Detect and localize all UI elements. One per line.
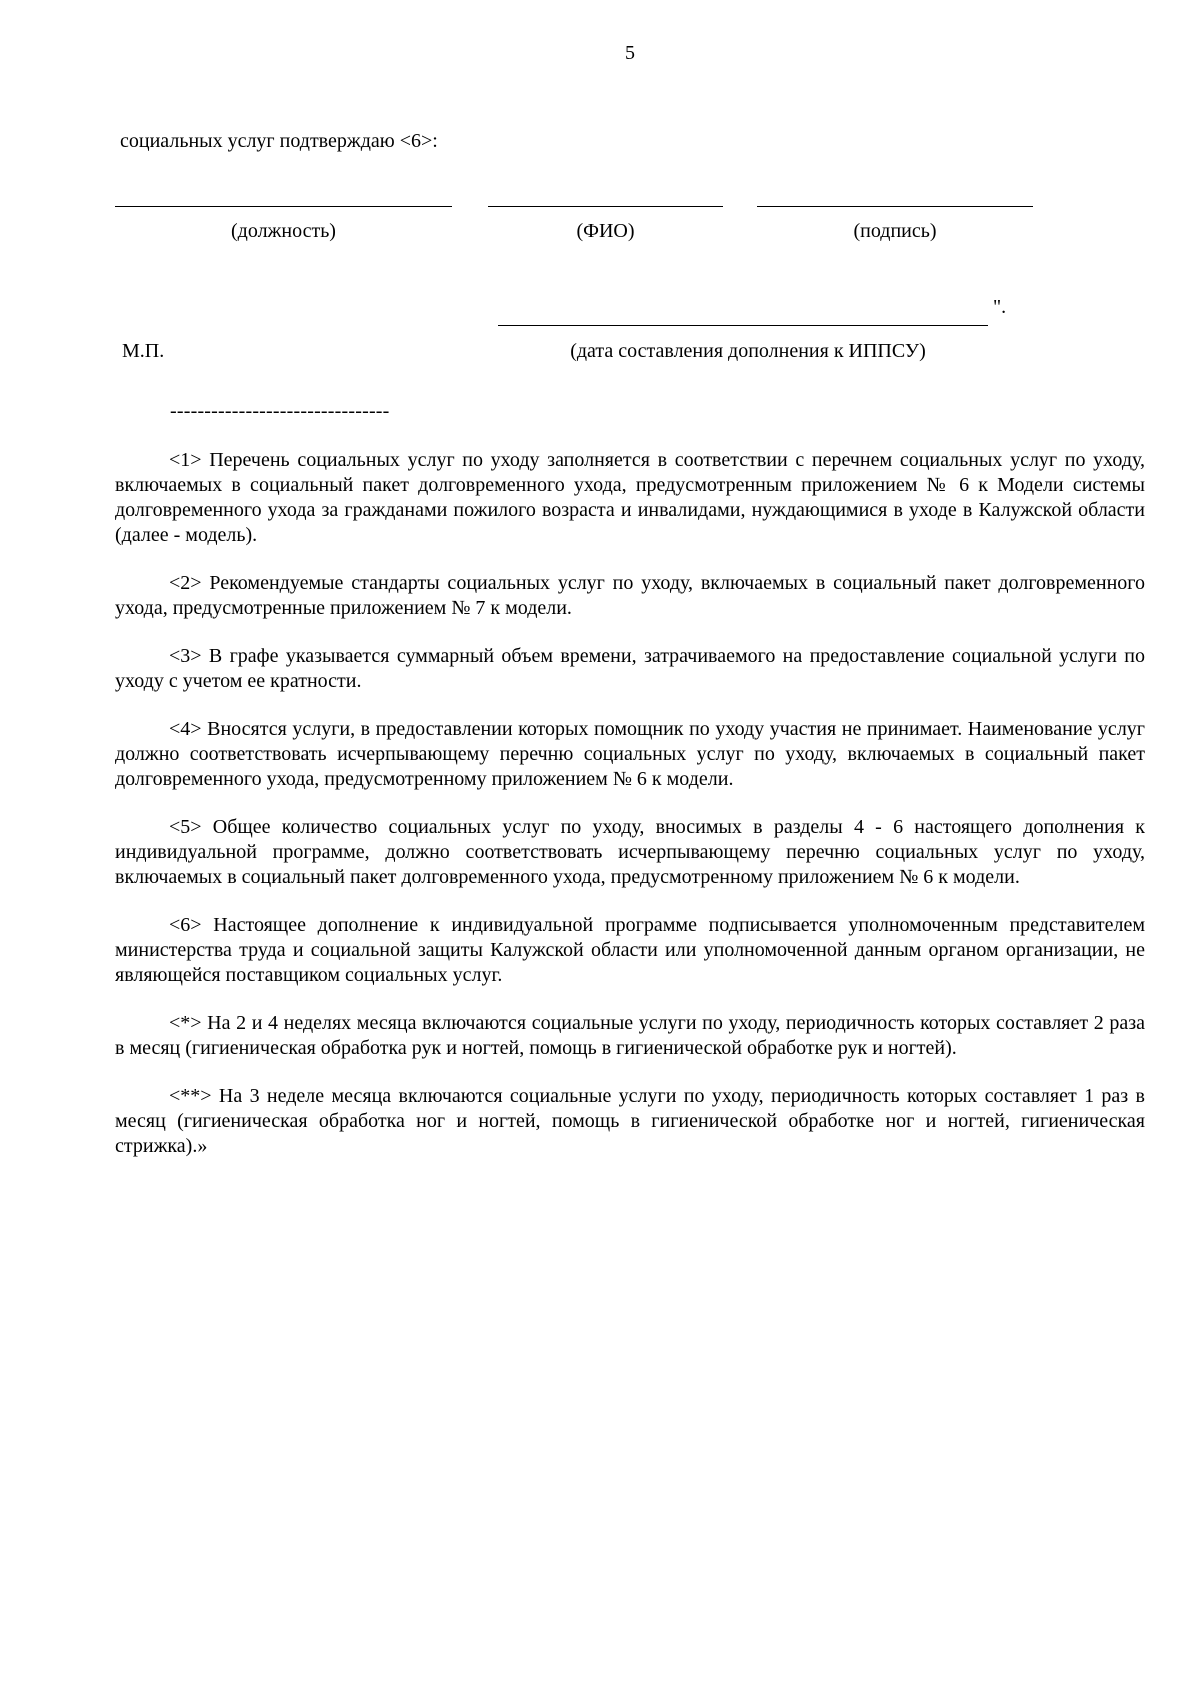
page-number: 5 (625, 42, 635, 64)
signature-line (757, 206, 1033, 207)
footnote-4: <4> Вносятся услуги, в предоставлении которых помощник по уходу участия не принимает. Наименование услуг должно соответствовать исчерпывающему перечню социальных услуг по уходу, включаемых в социальный пакет долговременного ухода, предусмотренному приложением № 6 к модели. (115, 718, 1145, 790)
footnote-double-asterisk: <**> На 3 неделе месяца включаются социальные услуги по уходу, периодичность которых составляет 1 раз в месяц (гигиеническая обработка ног и ногтей, помощь в гигиенической обработке ног и ногтей, гигиеническая стрижка).» (115, 1085, 1145, 1157)
footnote-2: <2> Рекомендуемые стандарты социальных услуг по уходу, включаемых в социальный пакет долговременного ухода, предусмотренные приложением № 7 к модели. (115, 572, 1145, 619)
position-signature-line (115, 206, 452, 207)
stamp-label: М.П. (122, 340, 165, 362)
footnote-3: <3> В графе указывается суммарный объем времени, затрачиваемого на предоставление социальной услуги по уходу с учетом ее кратности. (115, 645, 1145, 692)
name-label: (ФИО) (576, 220, 635, 242)
date-label: (дата составления дополнения к ИППСУ) (570, 340, 926, 362)
footnotes (115, 448, 1145, 1182)
footnote-6: <6> Настоящее дополнение к индивидуальной программе подписывается уполномоченным представителем министерства труда и социальной защиты Калужской области или уполномоченной данным органом организации, не являющейся поставщиком социальных услуг. (115, 914, 1145, 986)
name-signature-line (488, 206, 723, 207)
date-closing-quote: ". (993, 296, 1007, 318)
position-label: (должность) (231, 220, 336, 242)
signature-label: (подпись) (853, 220, 937, 242)
footnote-5: <5> Общее количество социальных услуг по уходу, вносимых в разделы 4 - 6 настоящего дополнения к индивидуальной программе, должно соответствовать исчерпывающему перечню социальных услуг по уходу, включаемых в социальный пакет долговременного ухода, предусмотренному приложением № 6 к модели. (115, 816, 1145, 888)
footnote-separator: -------------------------------- (170, 400, 390, 422)
confirmation-text: социальных услуг подтверждаю <6>: (120, 130, 438, 152)
footnote-1: <1> Перечень социальных услуг по уходу заполняется в соответствии с перечнем социальных услуг по уходу, включаемых в социальный пакет долговременного ухода, предусмотренным приложением № 6 к Модели системы долговременного ухода за гражданами пожилого возраста и инвалидами, нуждающимися в уходе в Калужской области (далее - модель). (115, 449, 1145, 546)
footnote-asterisk: <*> На 2 и 4 неделях месяца включаются социальные услуги по уходу, периодичность которых составляет 2 раза в месяц (гигиеническая обработка рук и ногтей, помощь в гигиенической обработке рук и ногтей). (115, 1012, 1145, 1059)
date-line (498, 325, 988, 326)
